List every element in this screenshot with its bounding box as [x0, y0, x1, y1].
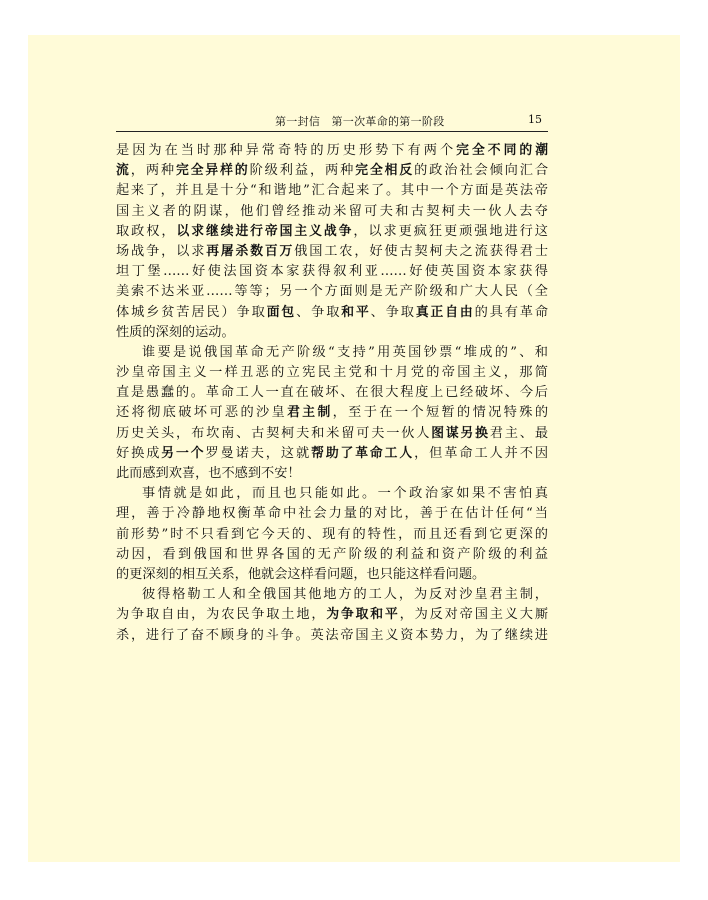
- plain-text: 沙皇帝国主义一样丑恶的立宪民主党和十月党的帝国主义，那简: [116, 365, 548, 381]
- text-line: [116, 504, 548, 524]
- plain-text: 俄国工农，好使古契柯夫之流获得君士: [294, 243, 548, 259]
- emphasis-text: 图谋另换: [431, 425, 490, 441]
- text-line: [116, 403, 548, 423]
- text-line: [116, 464, 548, 484]
- text-line: [116, 444, 548, 464]
- emphasis-text: 和平: [341, 304, 371, 320]
- text-line: [116, 626, 548, 646]
- text-line: [116, 282, 548, 302]
- emphasis-text: 完全相反: [355, 163, 415, 179]
- plain-text: 君主、最: [489, 425, 548, 441]
- text-line: [116, 424, 548, 444]
- emphasis-text: 完全异样的: [176, 163, 250, 179]
- text-line: [116, 484, 548, 504]
- plain-text: 前形势”时不只看到它今天的、现有的特性，而且还看到它更深的: [116, 526, 548, 542]
- text-line: [116, 383, 548, 403]
- plain-text: 坦丁堡……好使法国资本家获得叙利亚……好使英国资本家获得: [116, 264, 548, 280]
- plain-text: 的政治社会倾向汇合: [414, 163, 548, 179]
- text-line: [116, 242, 548, 262]
- text-line: [116, 565, 548, 585]
- emphasis-text: 君主制: [287, 405, 333, 421]
- plain-text: 体城乡贫苦居民）争取: [116, 304, 267, 320]
- plain-text: 的具有革命: [474, 304, 548, 320]
- text-line: [116, 181, 548, 201]
- plain-text: ，但革命工人并不因: [414, 445, 548, 461]
- plain-text: 场战争，以求: [116, 243, 207, 259]
- plain-text: 取政权，: [116, 223, 177, 239]
- text-line: [116, 222, 548, 242]
- text-line: [116, 343, 548, 363]
- text-line: [116, 262, 548, 282]
- plain-text: 杀，进行了奋不顾身的斗争。英法帝国主义资本势力，为了继续进: [116, 627, 548, 643]
- emphasis-text: 面包: [266, 304, 297, 320]
- body-text: [116, 141, 548, 646]
- plain-text: 、争取: [370, 304, 416, 320]
- plain-text: ，至于在一个短暂的情况特殊的: [332, 405, 548, 421]
- plain-text: 罗曼诺夫，这就: [205, 445, 312, 461]
- text-line: [116, 323, 548, 343]
- plain-text: 美索不达米亚……等等；另一个方面则是无产阶级和广大人民（全: [116, 284, 548, 300]
- plain-text: ，为反对帝国主义大厮: [399, 607, 548, 623]
- plain-text: 是因为在当时那种异常奇特的历史形势下有两个: [116, 143, 457, 158]
- plain-text: 国主义者的阴谋，他们曾经推动米留可夫和古契柯夫一伙人去夺: [116, 203, 548, 219]
- plain-text: 事情就是如此，而且也只能如此。一个政治家如果不害怕真: [142, 486, 548, 502]
- text-line: [116, 605, 548, 625]
- text-line: [116, 141, 548, 161]
- emphasis-text: 再屠杀数百万: [206, 243, 295, 259]
- plain-text: 彼得格勒工人和全俄国其他地方的工人，为反对沙皇君主制，: [142, 587, 548, 603]
- emphasis-text: 为争取和平: [326, 607, 400, 623]
- plain-text: 还将彻底破坏可恶的沙皇: [116, 405, 288, 421]
- plain-text: 性质的深刻的运动。: [116, 324, 235, 340]
- emphasis-text: 以求继续进行帝国主义战争: [176, 223, 354, 239]
- text-line: [116, 363, 548, 383]
- plain-text: 阶级利益，两种: [249, 163, 356, 179]
- running-head: [116, 111, 548, 132]
- plain-text: 为争取自由，为农民争取土地，: [116, 607, 327, 623]
- emphasis-text: 另一个: [161, 445, 206, 461]
- plain-text: 谁要是说俄国革命无产阶级“支持”用英国钞票“堆成的”、和: [142, 344, 548, 360]
- text-line: [116, 202, 548, 222]
- page-number: 15: [528, 113, 542, 126]
- plain-text: 起来了，并且是十分“和谐地”汇合起来了。其中一个方面是英法帝: [116, 183, 548, 199]
- plain-text: 好换成: [116, 445, 162, 461]
- plain-text: 理，善于冷静地权衡革命中社会力量的对比，善于在估计任何“当: [116, 506, 548, 522]
- text-line: [116, 303, 548, 323]
- text-line: [116, 545, 548, 565]
- plain-text: ，以求更疯狂更顽强地进行这: [353, 223, 548, 239]
- plain-text: 历史关头，布坎南、古契柯夫和米留可夫一伙人: [116, 425, 432, 441]
- plain-text: ，两种: [130, 163, 177, 179]
- text-line: [116, 525, 548, 545]
- plain-text: 动因，看到俄国和世界各国的无产阶级的利益和资产阶级的利益: [116, 546, 548, 562]
- emphasis-text: 完全不同的潮: [456, 143, 548, 158]
- running-title: 第一封信 第一次革命的第一阶段: [275, 115, 445, 128]
- plain-text: 、争取: [296, 304, 342, 320]
- plain-text: 直是愚蠢的。革命工人一直在破坏、在很大程度上已经破坏、今后: [116, 385, 548, 401]
- emphasis-text: 帮助了革命工人: [311, 445, 415, 461]
- text-line: [116, 161, 548, 181]
- emphasis-text: 真正自由: [415, 304, 475, 320]
- emphasis-text: 流: [116, 163, 131, 179]
- plain-text: 此而感到欢喜，也不感到不安！: [116, 466, 301, 481]
- text-line: [116, 585, 548, 605]
- plain-text: 的更深刻的相互关系，他就会这样看问题，也只能这样看问题。: [116, 566, 486, 582]
